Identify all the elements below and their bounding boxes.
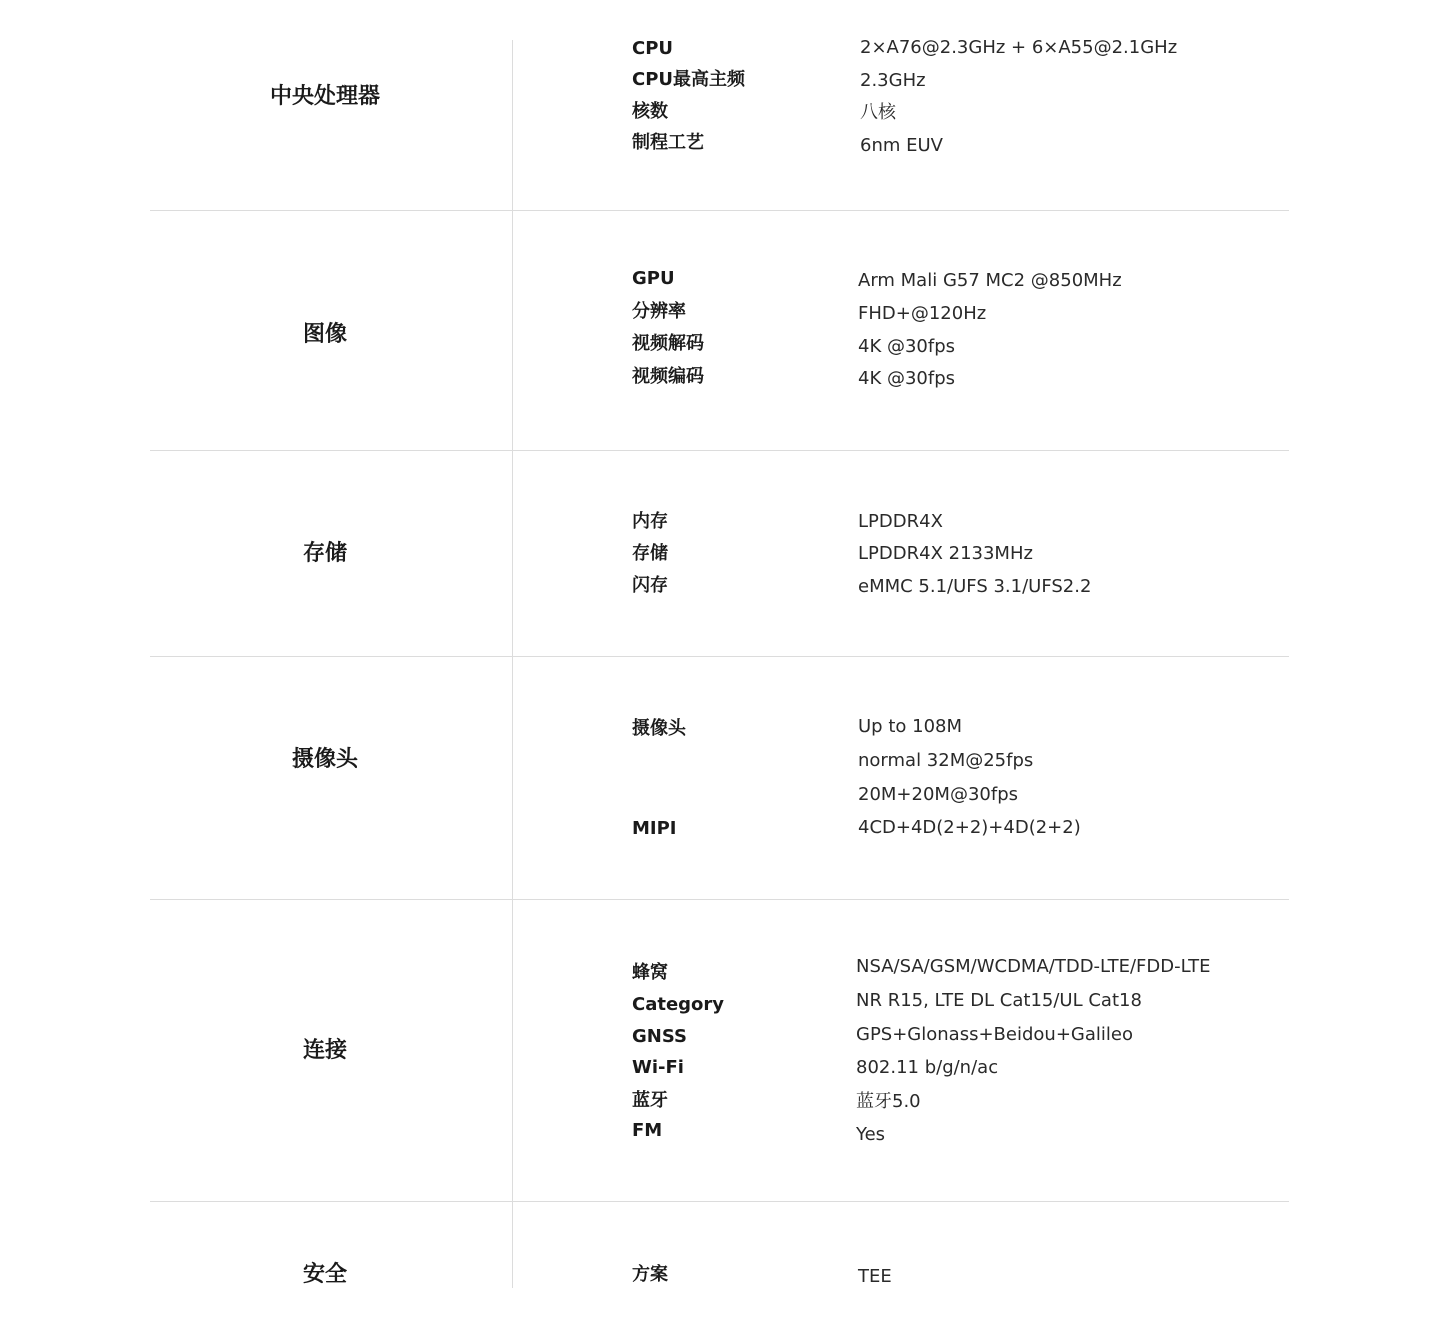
- spec-value: 4K @30fps: [858, 368, 956, 389]
- section-title: 连接: [302, 1038, 347, 1063]
- section-divider: [150, 210, 1289, 211]
- spec-label: 视频编码: [632, 366, 704, 387]
- spec-value: NR R15, LTE DL Cat15/UL Cat18: [856, 990, 1142, 1011]
- section-divider: [150, 899, 1289, 900]
- spec-value: Up to 108M: [858, 716, 963, 737]
- spec-value: eMMC 5.1/UFS 3.1/UFS2.2: [858, 576, 1092, 597]
- section-title: 存储: [302, 541, 347, 566]
- spec-label: 蜂窝: [632, 962, 668, 983]
- spec-label: FM: [632, 1120, 663, 1141]
- section-divider: [150, 1201, 1289, 1202]
- spec-label: 视频解码: [632, 333, 704, 354]
- section-divider: [150, 450, 1289, 451]
- spec-value: 2×A76@2.3GHz + 6×A55@2.1GHz: [860, 37, 1178, 58]
- spec-label: 内存: [632, 511, 668, 532]
- spec-value: NSA/SA/GSM/WCDMA/TDD-LTE/FDD-LTE: [856, 956, 1211, 977]
- spec-value: TEE: [858, 1266, 892, 1287]
- spec-label: GNSS: [632, 1026, 687, 1047]
- spec-label: 制程工艺: [632, 132, 704, 153]
- section-title: 摄像头: [291, 747, 358, 772]
- spec-value: LPDDR4X 2133MHz: [858, 543, 1033, 564]
- spec-label: GPU: [632, 268, 675, 289]
- column-divider: [512, 451, 513, 656]
- spec-label: MIPI: [632, 818, 677, 839]
- spec-label: 核数: [632, 101, 668, 122]
- section-title: 图像: [302, 322, 347, 347]
- spec-label: 蓝牙: [632, 1090, 668, 1111]
- spec-label: Wi-Fi: [632, 1057, 684, 1078]
- spec-label: 方案: [632, 1264, 668, 1285]
- section-title: 中央处理器: [269, 84, 380, 109]
- spec-label: CPU最高主频: [632, 69, 746, 90]
- spec-value: 4CD+4D(2+2)+4D(2+2): [858, 817, 1081, 838]
- spec-value: 蓝牙5.0: [856, 1091, 921, 1112]
- spec-label: 闪存: [632, 575, 668, 596]
- spec-value: 八核: [860, 102, 896, 123]
- spec-value: GPS+Glonass+Beidou+Galileo: [856, 1024, 1133, 1045]
- spec-value: 802.11 b/g/n/ac: [856, 1057, 999, 1078]
- spec-label: 分辨率: [632, 301, 686, 322]
- column-divider: [512, 657, 513, 899]
- section-divider: [150, 656, 1289, 657]
- column-divider: [512, 900, 513, 1201]
- spec-label: 存储: [632, 543, 668, 564]
- spec-label: Category: [632, 994, 725, 1015]
- spec-value: Yes: [856, 1124, 886, 1145]
- spec-label: CPU: [632, 38, 674, 59]
- spec-value: LPDDR4X: [858, 511, 943, 532]
- section-title: 安全: [302, 1262, 347, 1287]
- spec-label: 摄像头: [632, 718, 686, 739]
- column-divider: [512, 40, 513, 210]
- column-divider: [512, 211, 513, 450]
- spec-value: normal 32M@25fps: [858, 750, 1034, 771]
- column-divider: [512, 1202, 513, 1288]
- spec-value: 6nm EUV: [860, 135, 943, 156]
- spec-value: FHD+@120Hz: [858, 303, 987, 324]
- spec-value: 20M+20M@30fps: [858, 784, 1018, 805]
- spec-value: Arm Mali G57 MC2 @850MHz: [858, 270, 1122, 291]
- spec-value: 4K @30fps: [858, 336, 956, 357]
- spec-value: 2.3GHz: [860, 70, 926, 91]
